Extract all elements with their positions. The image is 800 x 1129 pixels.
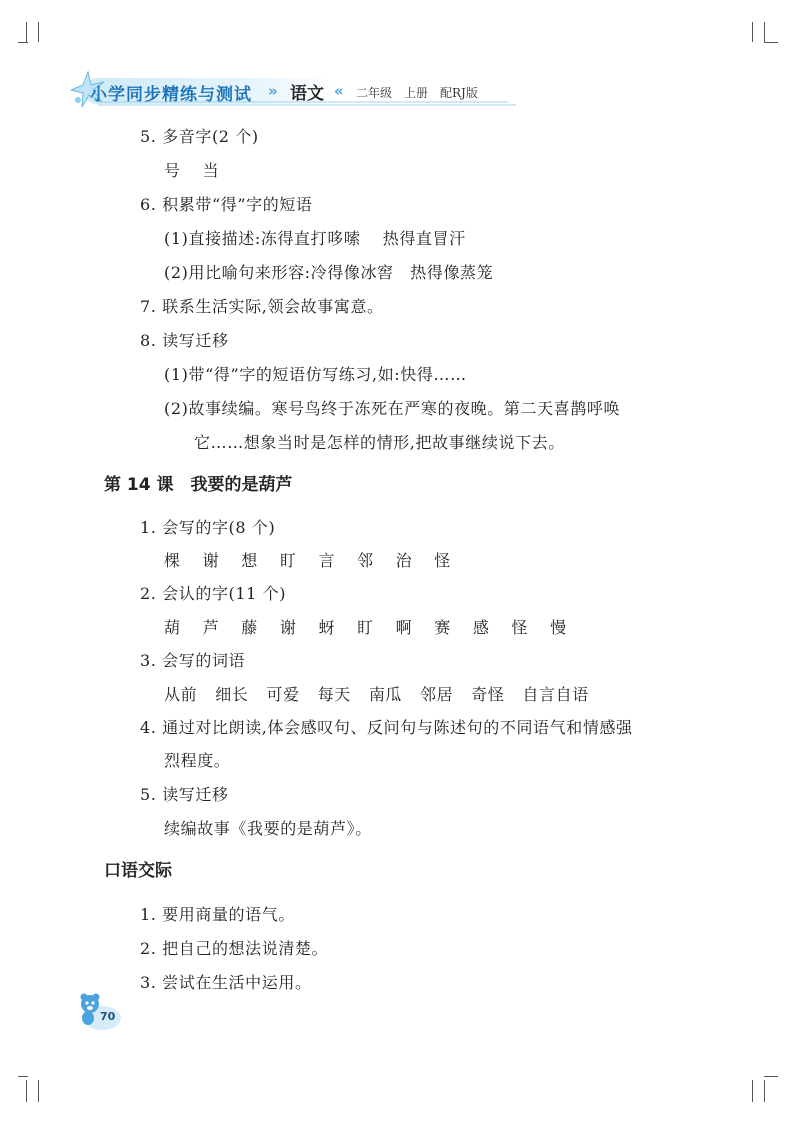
word: 邻居 — [420, 685, 454, 704]
sub-item-continued: 它……想象当时是怎样的情形,把故事继续说下去。 — [194, 433, 565, 452]
char: 邻 — [357, 551, 374, 570]
item-title: 6. 积累带“得”字的短语 — [140, 195, 313, 214]
word: 每天 — [317, 685, 351, 704]
word: 细长 — [215, 685, 249, 704]
crop-mark — [38, 1080, 39, 1102]
char: 谢 — [279, 618, 297, 637]
char: 蚜 — [318, 618, 336, 637]
series-title: 小学同步精练与测试 — [90, 85, 252, 105]
page-header — [68, 70, 518, 110]
item-continued: 烈程度。 — [164, 751, 231, 770]
char: 想 — [241, 551, 258, 570]
item-title: 3. 尝试在生活中运用。 — [140, 973, 312, 992]
crop-mark — [38, 22, 39, 42]
item-title: 3. 会写的词语 — [140, 651, 246, 670]
char: 盯 — [279, 551, 297, 570]
char: 感 — [472, 618, 490, 637]
crop-mark — [764, 1076, 778, 1077]
chevron-left-icon: « — [334, 82, 344, 100]
chevron-right-icon: » — [268, 82, 278, 100]
crop-mark — [764, 22, 765, 42]
polyphone-list — [164, 158, 241, 181]
page-number: 70 — [100, 1010, 116, 1023]
crop-mark — [18, 1076, 28, 1077]
crop-mark — [18, 42, 28, 43]
sub-item: (2)用比喻句来形容:冷得像冰窖 热得像蒸笼 — [164, 263, 494, 282]
crop-mark — [764, 1080, 765, 1102]
item-title: 5. 读写迁移 — [140, 785, 229, 804]
section-title: 口语交际 — [104, 861, 172, 881]
item-title: 7. 联系生活实际,领会故事寓意。 — [140, 297, 384, 316]
item-title: 1. 要用商量的语气。 — [140, 905, 295, 924]
item-title: 2. 会认的字(11 个) — [140, 584, 287, 603]
word: 自言自语 — [522, 685, 589, 704]
word: 从前 — [164, 685, 198, 704]
crop-mark — [26, 1080, 27, 1102]
char: 啊 — [395, 618, 413, 637]
char: 慢 — [550, 618, 567, 637]
char: 棵 — [164, 551, 181, 570]
char: 谢 — [202, 551, 220, 570]
char: 号 — [164, 161, 181, 180]
sub-item: (2)故事续编。寒号鸟终于冻死在严寒的夜晚。第二天喜鹊呼唤 — [164, 399, 621, 418]
sub-item: (1)带“得”字的短语仿写练习,如:快得…… — [164, 365, 467, 384]
char: 治 — [395, 551, 413, 570]
read-chars-list — [164, 615, 589, 638]
char: 当 — [202, 161, 220, 180]
word: 南瓜 — [368, 685, 403, 704]
word: 可爱 — [266, 685, 300, 704]
char: 赛 — [434, 618, 451, 637]
item-title: 5. 多音字(2 个) — [140, 127, 259, 146]
char: 藤 — [241, 618, 258, 637]
word: 奇怪 — [471, 685, 505, 704]
write-chars-list — [164, 548, 473, 571]
crop-mark — [752, 22, 753, 42]
crop-mark — [752, 1080, 753, 1102]
char: 芦 — [202, 618, 220, 637]
header-rule — [98, 100, 518, 108]
grade-info: 二年级 上册 配RJ版 — [356, 86, 478, 100]
char: 怪 — [434, 551, 451, 570]
char: 怪 — [511, 618, 529, 637]
sub-item: 续编故事《我要的是葫芦》。 — [164, 819, 372, 838]
item-title: 8. 读写迁移 — [140, 331, 229, 350]
char: 盯 — [357, 618, 374, 637]
item-title: 2. 把自己的想法说清楚。 — [140, 939, 329, 958]
char: 言 — [318, 551, 336, 570]
word-list — [164, 682, 607, 705]
crop-mark — [26, 22, 27, 42]
lesson-title: 第 14 课 我要的是葫芦 — [104, 475, 293, 495]
item-title: 1. 会写的字(8 个) — [140, 518, 276, 537]
sub-item: (1)直接描述:冻得直打哆嗦 热得直冒汗 — [164, 229, 466, 248]
item-title: 4. 通过对比朗读,体会感叹句、反问句与陈述句的不同语气和情感强 — [140, 718, 633, 737]
subject-title: 语文 — [290, 84, 324, 104]
crop-mark — [764, 42, 778, 43]
char: 葫 — [164, 618, 181, 637]
